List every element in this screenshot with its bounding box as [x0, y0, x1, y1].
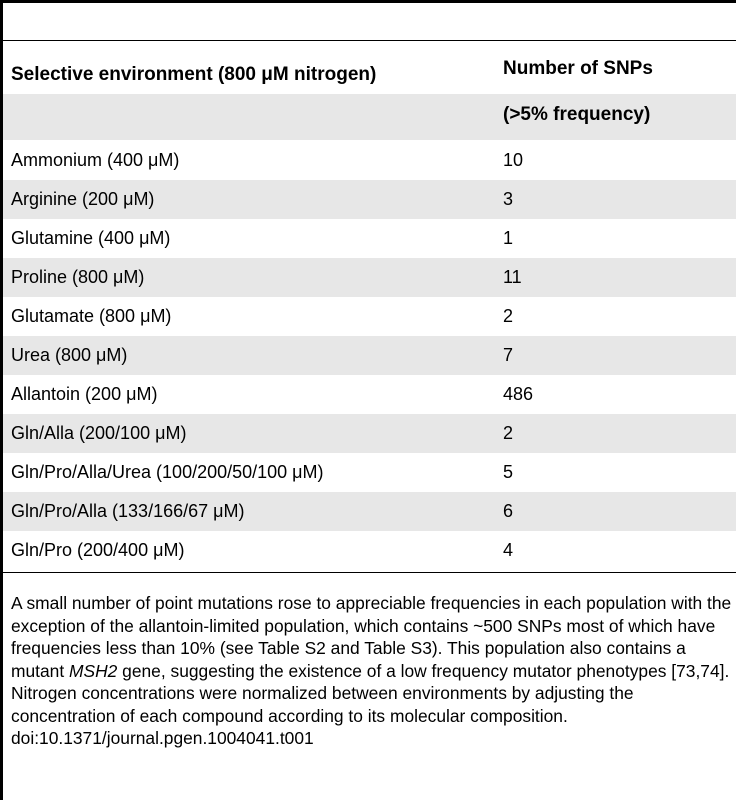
environment-cell: Gln/Pro (200/400 μM)	[11, 540, 185, 560]
environment-cell: Allantoin (200 μM)	[11, 384, 158, 404]
table-row	[3, 453, 736, 492]
footnote-text	[11, 592, 735, 727]
table-row	[3, 180, 736, 219]
snp-count-cell: 3	[503, 189, 514, 209]
table-row	[3, 414, 736, 453]
table-footnote	[11, 592, 735, 750]
environment-cell: Urea (800 μM)	[11, 345, 128, 365]
snp-count-cell: 6	[503, 501, 514, 521]
table-row	[3, 375, 736, 414]
table-row	[3, 531, 736, 570]
snp-count-cell: 5	[503, 462, 514, 482]
snp-count-cell: 2	[503, 306, 514, 326]
gene-name: MSH2	[69, 660, 118, 681]
column-header-snps: Number of SNPs	[503, 58, 653, 79]
doi-link[interactable]: doi:10.1371/journal.pgen.1004041.t001	[11, 728, 314, 748]
snp-count-cell: 486	[503, 384, 534, 404]
environment-cell: Proline (800 μM)	[11, 267, 145, 287]
table-row	[3, 336, 736, 375]
snp-count-cell: 2	[503, 423, 514, 443]
table-row	[3, 297, 736, 336]
footnote-text-after-gene: gene, suggesting the existence of a low frequency mutator phenotypes [73,74]. Nitrogen concentrations were normalized between environments by adjusting the concentration of each compound according to its molecular composition.	[11, 660, 730, 726]
column-header-frequency: (>5% frequency)	[503, 104, 651, 125]
table-bottom-rule	[0, 572, 736, 573]
table-row	[3, 141, 736, 180]
environment-cell: Glutamate (800 μM)	[11, 306, 172, 326]
snp-count-cell: 11	[503, 267, 522, 287]
header-top-rule	[0, 40, 736, 41]
environment-cell: Glutamine (400 μM)	[11, 228, 171, 248]
environment-cell: Gln/Alla (200/100 μM)	[11, 423, 187, 443]
snp-count-cell: 10	[503, 150, 524, 170]
snp-count-cell: 4	[503, 540, 514, 560]
footnote-text-before-gene: A small number of point mutations rose to appreciable frequencies in each population with the exception of the allantoin-limited population, which contains ~500 SNPs most of which have frequencies less than 10% (see Table S2 and Table S3). This population also contains a mutant	[11, 593, 732, 681]
environment-cell: Arginine (200 μM)	[11, 189, 155, 209]
table-row	[3, 492, 736, 531]
snp-count-cell: 1	[503, 228, 514, 248]
environment-cell: Gln/Pro/Alla/Urea (100/200/50/100 μM)	[11, 462, 324, 482]
environment-cell: Ammonium (400 μM)	[11, 150, 180, 170]
top-border-rule	[0, 0, 736, 3]
table-row	[3, 258, 736, 297]
table-row	[3, 219, 736, 258]
column-header-environment: Selective environment (800 μM nitrogen)	[11, 64, 377, 85]
environment-cell: Gln/Pro/Alla (133/166/67 μM)	[11, 501, 245, 521]
snp-count-cell: 7	[503, 345, 514, 365]
